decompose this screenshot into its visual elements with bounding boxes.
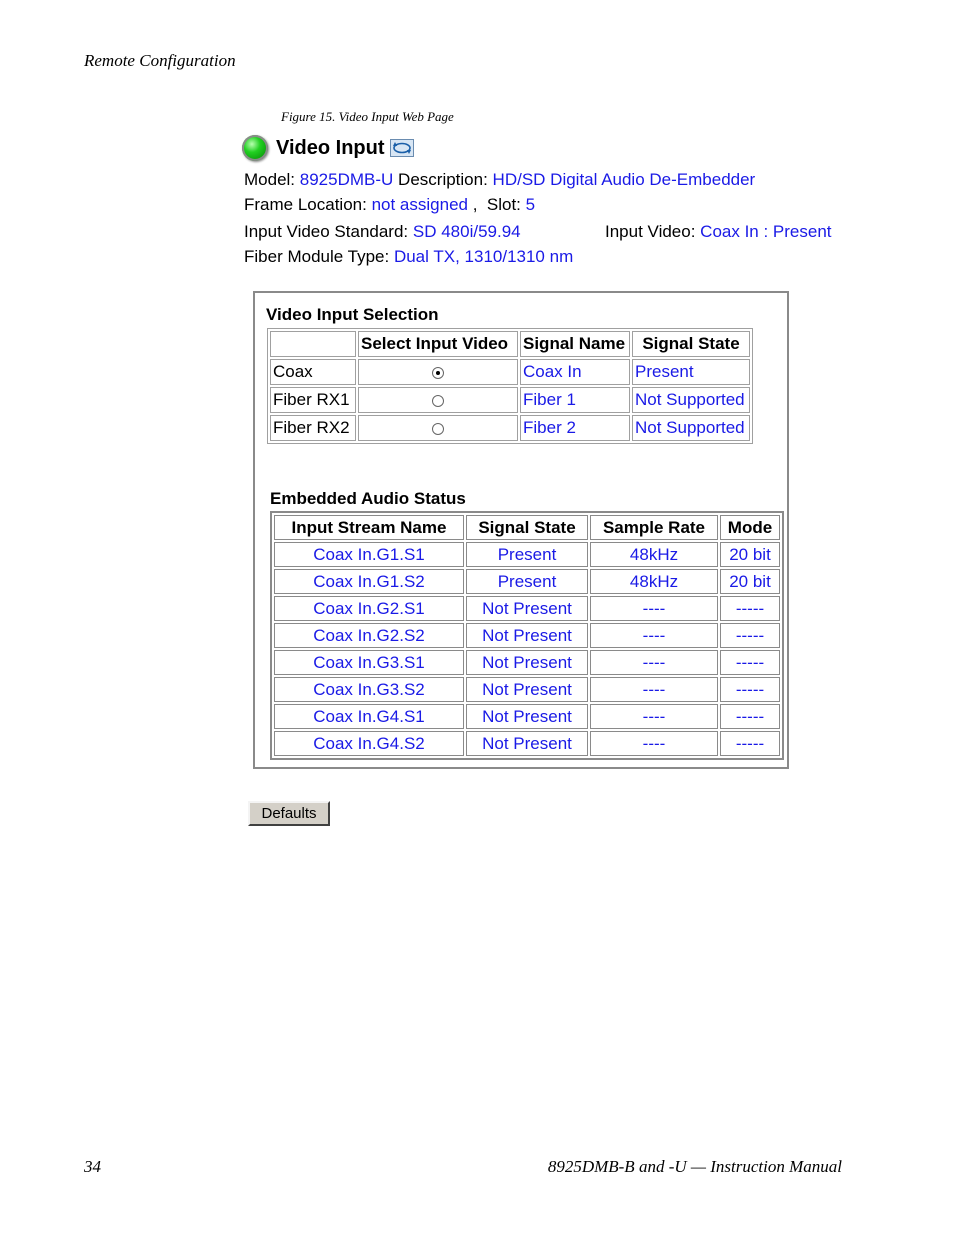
input-video-link[interactable]: Coax In : Present [700,222,832,241]
stream-name-link[interactable]: Coax In.G4.S1 [274,704,464,729]
settings-panel [253,291,789,769]
stream-name-link[interactable]: Coax In.G1.S2 [274,569,464,594]
stream-name-link[interactable]: Coax In.G2.S2 [274,623,464,648]
sample-rate-link[interactable]: 48kHz [590,542,718,567]
input-name: Fiber RX1 [270,387,356,413]
input-name: Fiber RX2 [270,415,356,441]
video-input-selection-table [267,328,753,444]
stream-name-link[interactable]: Coax In.G3.S1 [274,650,464,675]
page-title-row [242,133,414,163]
column-header: Mode [720,515,780,540]
table-row [270,359,750,385]
signal-state-link[interactable]: Not Present [466,623,588,648]
signal-state-link[interactable]: Not Supported [632,415,750,441]
signal-state-link[interactable]: Present [632,359,750,385]
table-header-row [270,331,750,357]
table-row [270,415,750,441]
column-header: Signal State [632,331,750,357]
sample-rate-link[interactable]: ---- [590,596,718,621]
embedded-audio-status-heading: Embedded Audio Status [270,489,466,508]
slot-link[interactable]: 5 [525,195,536,214]
mode-link[interactable]: ----- [720,677,780,702]
sample-rate-link[interactable]: 48kHz [590,569,718,594]
embedded-audio-status-table [270,511,784,760]
description-label: Description: [398,170,488,189]
mode-link[interactable]: ----- [720,704,780,729]
column-header: Input Stream Name [274,515,464,540]
input-standard-link[interactable]: SD 480i/59.94 [412,222,521,241]
signal-state-link[interactable]: Not Present [466,731,588,756]
input-name: Coax [270,359,356,385]
sample-rate-link[interactable]: ---- [590,623,718,648]
frame-separator: , [467,195,478,214]
fiber-module-line [244,247,573,267]
column-header: Select Input Video [358,331,518,357]
stream-name-link[interactable]: Coax In.G2.S1 [274,596,464,621]
column-header: Sample Rate [590,515,718,540]
running-header: Remote Configuration [84,51,236,70]
table-row [274,650,780,675]
table-row [274,677,780,702]
input-video-label: Input Video: [605,222,696,241]
column-header: Signal State [466,515,588,540]
table-row [274,569,780,594]
fiber-module-link-2[interactable]: 1310/1310 nm [464,247,574,266]
sample-rate-link[interactable]: ---- [590,677,718,702]
table-row [274,596,780,621]
table-row [270,387,750,413]
slot-label: Slot: [486,195,521,214]
page-title: Video Input [276,136,385,159]
model-label: Model: [244,170,296,189]
select-input-cell [358,387,518,413]
manual-title: 8925DMB-B and -U — Instruction Manual [547,1157,842,1176]
signal-state-link[interactable]: Not Present [466,704,588,729]
signal-name-link[interactable]: Fiber 1 [520,387,630,413]
mode-link[interactable]: ----- [720,596,780,621]
stream-name-link[interactable]: Coax In.G4.S2 [274,731,464,756]
mode-link[interactable]: ----- [720,731,780,756]
defaults-button[interactable]: Defaults [248,801,330,826]
input-video-line [605,222,832,242]
frame-line [244,195,535,215]
fiber-module-comma: , [455,247,460,266]
column-header: Signal Name [520,331,630,357]
stream-name-link[interactable]: Coax In.G3.S2 [274,677,464,702]
fiber-module-label: Fiber Module Type: [244,247,390,266]
green-status-led-icon [242,135,268,161]
model-link[interactable]: 8925DMB-U [299,170,394,189]
signal-state-link[interactable]: Not Supported [632,387,750,413]
description-link[interactable]: HD/SD Digital Audio De-Embedder [492,170,756,189]
mode-link[interactable]: 20 bit [720,569,780,594]
sample-rate-link[interactable]: ---- [590,650,718,675]
table-row [274,623,780,648]
table-row [274,731,780,756]
mode-link[interactable]: ----- [720,650,780,675]
select-input-cell [358,359,518,385]
fiber-rx1-radio[interactable] [432,395,444,407]
signal-state-link[interactable]: Present [466,542,588,567]
sample-rate-link[interactable]: ---- [590,731,718,756]
figure-caption: Figure 15. Video Input Web Page [281,109,454,124]
fiber-rx2-radio[interactable] [432,423,444,435]
video-input-selection-heading: Video Input Selection [266,305,439,324]
table-header-row [274,515,780,540]
model-line [244,170,755,190]
coax-radio[interactable] [432,367,444,379]
table-row [274,704,780,729]
signal-state-link[interactable]: Present [466,569,588,594]
mode-link[interactable]: 20 bit [720,542,780,567]
signal-name-link[interactable]: Fiber 2 [520,415,630,441]
signal-state-link[interactable]: Not Present [466,650,588,675]
mode-link[interactable]: ----- [720,623,780,648]
sample-rate-link[interactable]: ---- [590,704,718,729]
signal-name-link[interactable]: Coax In [520,359,630,385]
stream-name-link[interactable]: Coax In.G1.S1 [274,542,464,567]
page-number: 34 [84,1157,101,1176]
select-input-cell [358,415,518,441]
frame-location-link[interactable]: not assigned [371,195,468,214]
column-header [270,331,356,357]
frame-location-label: Frame Location: [244,195,367,214]
refresh-icon[interactable] [390,139,414,157]
signal-state-link[interactable]: Not Present [466,596,588,621]
signal-state-link[interactable]: Not Present [466,677,588,702]
input-standard-label: Input Video Standard: [244,222,409,241]
input-standard-line [244,222,521,242]
audio-table-body [274,542,780,756]
fiber-module-link-1[interactable]: Dual TX [393,247,456,266]
table-row [274,542,780,567]
